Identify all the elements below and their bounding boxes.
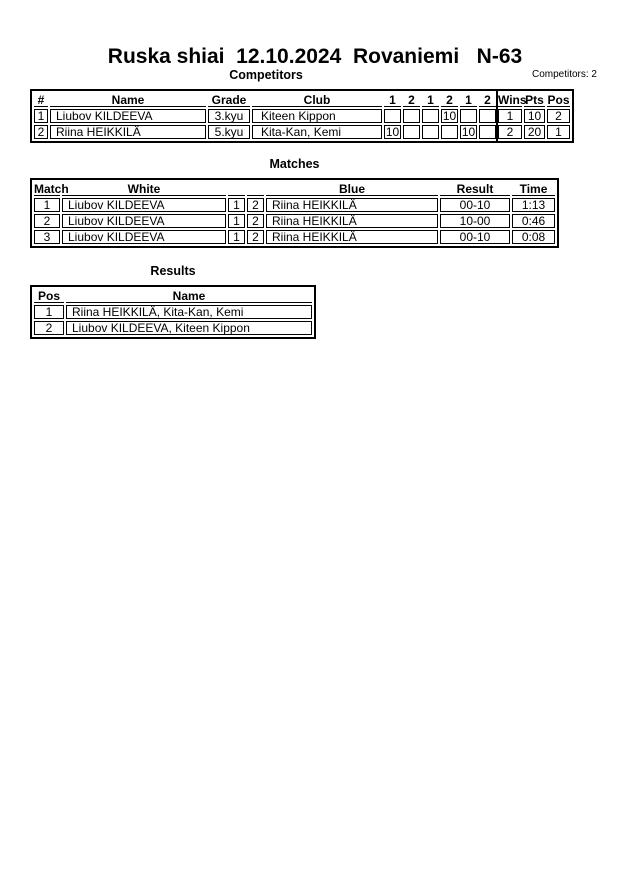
cell-score: 10 bbox=[461, 125, 476, 139]
cell-score bbox=[422, 109, 439, 123]
cell-club: Kiteen Kippon bbox=[252, 109, 382, 123]
cell-score: 10 bbox=[385, 125, 400, 139]
competitors-count: Competitors: 2 bbox=[531, 69, 597, 80]
cell-club: Kita-Kan, Kemi bbox=[252, 125, 382, 139]
cell-blue-num: 2 bbox=[247, 198, 264, 212]
col-header-blue-num bbox=[247, 182, 264, 196]
results-heading: Results bbox=[150, 264, 196, 278]
cell-white-name: Liubov KILDEEVA bbox=[62, 198, 226, 212]
cell-grade: 5.kyu bbox=[208, 125, 250, 139]
competitor-row bbox=[34, 125, 570, 139]
cell-pos: 1 bbox=[547, 125, 570, 139]
col-header-pts: Pts bbox=[525, 92, 544, 107]
col-header-time: Time bbox=[512, 182, 555, 196]
cell-number: 1 bbox=[34, 109, 48, 123]
matches-table bbox=[30, 178, 559, 248]
col-header-score-5: 1 bbox=[460, 93, 477, 107]
cell-name: Riina HEIKKILÄ bbox=[50, 125, 206, 139]
cell-white-num: 1 bbox=[228, 230, 245, 244]
col-header-score-1: 1 bbox=[384, 93, 401, 107]
cell-competitor: Liubov KILDEEVA, Kiteen Kippon bbox=[66, 321, 312, 335]
cell-match-number: 2 bbox=[34, 214, 60, 228]
cell-score bbox=[479, 109, 496, 123]
cell-score bbox=[403, 125, 420, 139]
col-header-score-2: 2 bbox=[403, 93, 420, 107]
cell-result: 00-10 bbox=[440, 198, 510, 212]
cell-score bbox=[460, 109, 477, 123]
cell-white-name: Liubov KILDEEVA bbox=[62, 230, 226, 244]
cell-score bbox=[384, 109, 401, 123]
match-row bbox=[34, 198, 555, 212]
matches-table-container bbox=[30, 178, 559, 248]
cell-score bbox=[422, 125, 439, 139]
competitors-heading: Competitors bbox=[229, 68, 303, 82]
matches-header-row bbox=[34, 182, 555, 196]
page-title: Ruska shiai 12.10.2024 Rovaniemi N-63 bbox=[107, 45, 523, 68]
cell-pos: 2 bbox=[547, 109, 570, 123]
cell-match-number: 1 bbox=[34, 198, 60, 212]
cell-pts: 20 bbox=[524, 125, 545, 139]
cell-blue-num: 2 bbox=[247, 230, 264, 244]
col-header-score-4: 2 bbox=[441, 93, 458, 107]
col-header-score-3: 1 bbox=[422, 93, 439, 107]
cell-wins: 1 bbox=[498, 109, 522, 123]
col-header-white-num bbox=[228, 182, 245, 196]
results-table-container bbox=[30, 285, 316, 339]
competitor-row bbox=[34, 109, 570, 123]
cell-name: Liubov KILDEEVA bbox=[50, 109, 206, 123]
cell-result: 10-00 bbox=[440, 214, 510, 228]
wins-section-divider bbox=[496, 89, 498, 143]
competitors-header-row bbox=[34, 93, 570, 107]
col-header-name: Name bbox=[50, 93, 206, 107]
cell-blue-name: Riina HEIKKILÄ bbox=[266, 230, 438, 244]
cell-competitor: Riina HEIKKILÄ, Kita-Kan, Kemi bbox=[66, 305, 312, 319]
match-row bbox=[34, 214, 555, 228]
cell-score: 10 bbox=[442, 109, 457, 123]
col-header-result: Result bbox=[440, 182, 510, 196]
cell-pts: 10 bbox=[524, 109, 545, 123]
col-header-club: Club bbox=[252, 93, 382, 107]
cell-time: 0:08 bbox=[512, 230, 555, 244]
col-header-number: # bbox=[34, 93, 48, 107]
col-header-blue: Blue bbox=[266, 182, 438, 196]
cell-match-number: 3 bbox=[34, 230, 60, 244]
cell-result: 00-10 bbox=[440, 230, 510, 244]
cell-blue-name: Riina HEIKKILÄ bbox=[266, 198, 438, 212]
cell-score bbox=[479, 125, 496, 139]
col-header-name: Name bbox=[66, 289, 312, 303]
cell-score bbox=[441, 125, 458, 139]
results-table bbox=[30, 285, 316, 339]
cell-time: 1:13 bbox=[512, 198, 555, 212]
col-header-grade: Grade bbox=[208, 93, 250, 107]
col-header-pos: Pos bbox=[34, 289, 64, 303]
result-row bbox=[34, 321, 312, 335]
cell-white-name: Liubov KILDEEVA bbox=[62, 214, 226, 228]
matches-heading: Matches bbox=[269, 157, 320, 171]
results-header-row bbox=[34, 289, 312, 303]
col-header-pos: Pos bbox=[547, 92, 570, 107]
cell-white-num: 1 bbox=[228, 214, 245, 228]
col-header-wins: Wins bbox=[498, 92, 527, 107]
cell-time: 0:46 bbox=[512, 214, 555, 228]
cell-blue-name: Riina HEIKKILÄ bbox=[266, 214, 438, 228]
cell-pos: 1 bbox=[34, 305, 64, 319]
competitors-table-container bbox=[30, 89, 574, 143]
col-header-score-6: 2 bbox=[479, 93, 496, 107]
result-row bbox=[34, 305, 312, 319]
match-row bbox=[34, 230, 555, 244]
cell-white-num: 1 bbox=[228, 198, 245, 212]
cell-grade: 3.kyu bbox=[208, 109, 250, 123]
col-header-match: Match bbox=[34, 181, 69, 196]
cell-pos: 2 bbox=[34, 321, 64, 335]
col-header-white: White bbox=[62, 182, 226, 196]
competitors-table bbox=[30, 89, 574, 143]
cell-blue-num: 2 bbox=[247, 214, 264, 228]
cell-number: 2 bbox=[34, 125, 48, 139]
cell-score bbox=[403, 109, 420, 123]
cell-wins: 2 bbox=[498, 125, 522, 139]
